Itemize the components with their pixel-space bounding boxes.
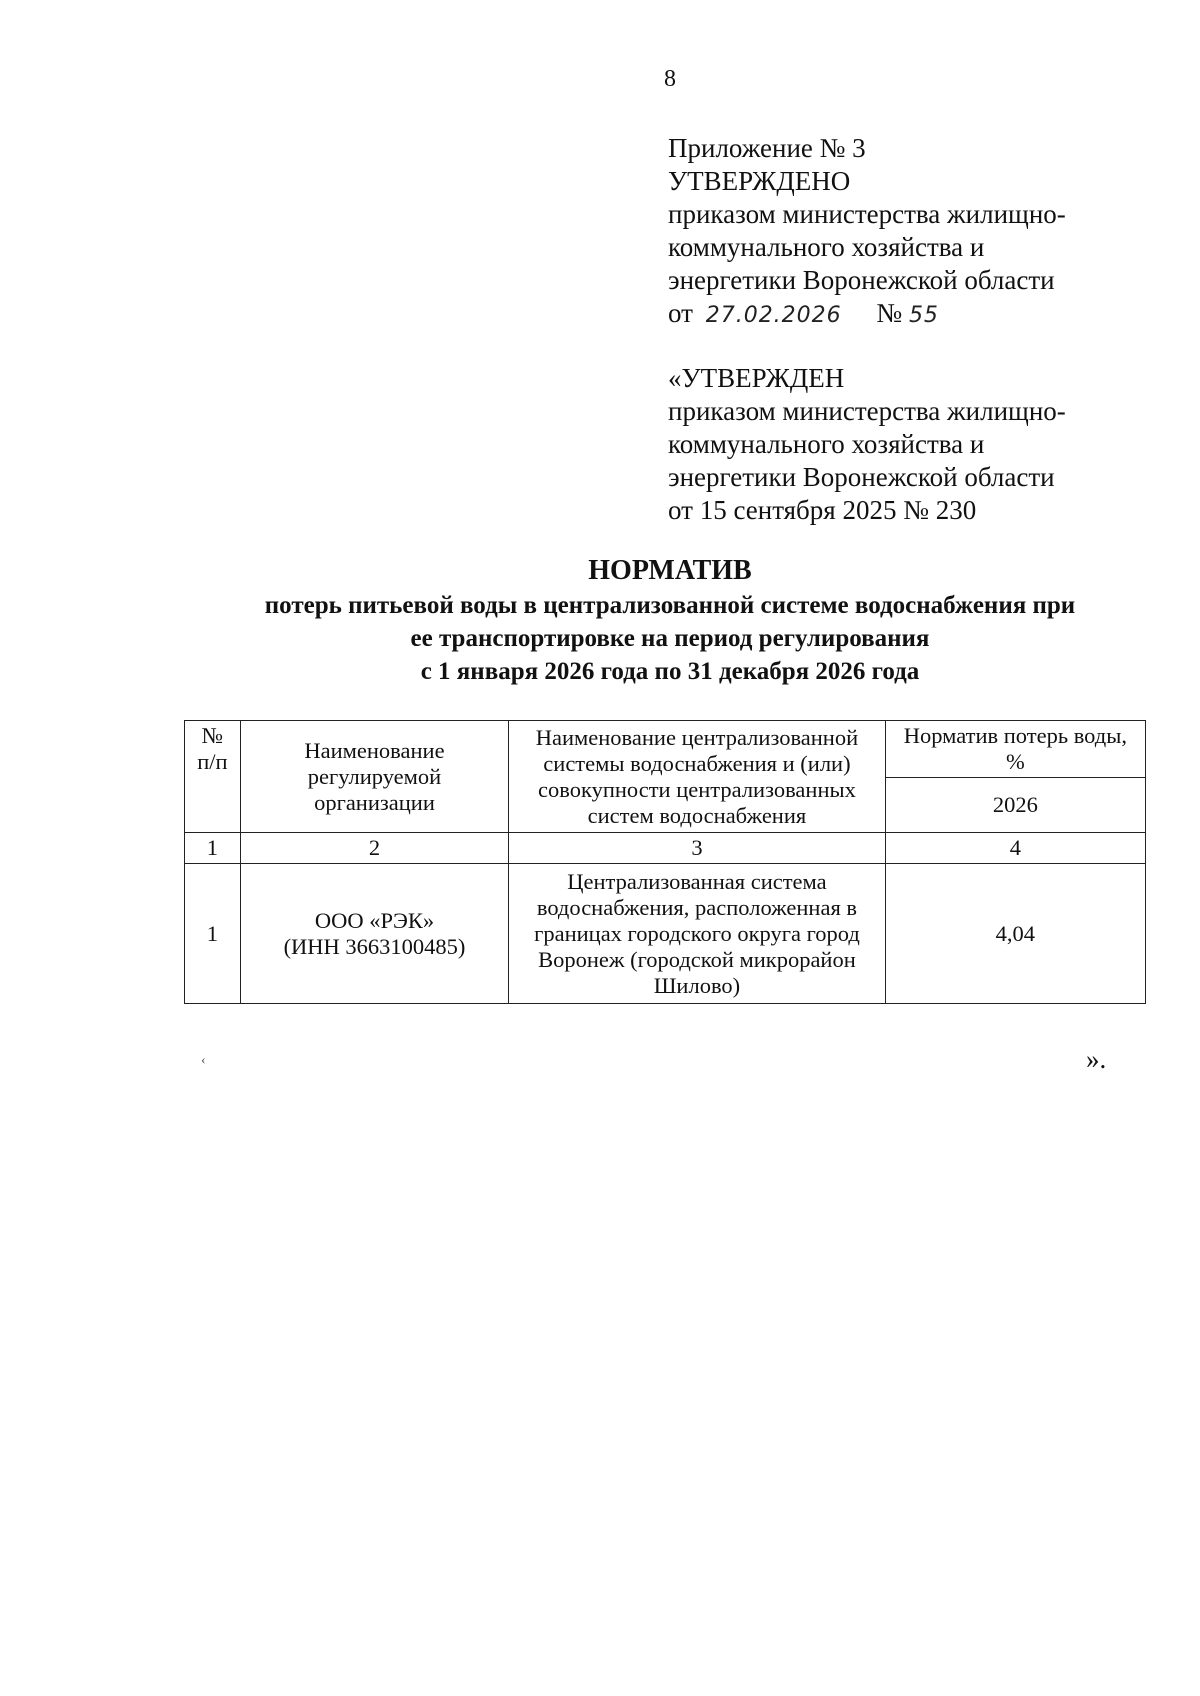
row-norm-value: 4,04 — [885, 864, 1145, 1004]
table-header-row — [185, 721, 1146, 778]
title-line: ее транспортировке на период регулирования — [410, 625, 930, 652]
order-line: коммунального хозяйства и — [668, 429, 985, 459]
order-line: приказом министерства жилищно- — [668, 199, 1066, 229]
org-inn: (ИНН 3663100485) — [283, 933, 466, 959]
org-name: ООО «РЭК» — [314, 907, 435, 933]
title-line: с 1 января 2026 года по 31 декабря 2026 года — [420, 658, 920, 685]
approved-label: УТВЕРЖДЕНО — [668, 166, 851, 196]
order-line: энергетики Воронежской области — [668, 265, 1055, 295]
order-date-line: от 15 сентября 2025 № 230 — [668, 495, 977, 525]
title-main: НОРМАТИВ — [588, 555, 752, 586]
table-row — [185, 864, 1146, 1004]
row-system: Централизованная система водоснабжения, расположенная в границах городского округа город Воронеж (городской микрорайон Шилово) — [509, 864, 886, 1004]
closing-mark: ‹ — [201, 1053, 206, 1068]
row-num: 1 — [185, 864, 241, 1004]
row-org — [240, 864, 508, 1004]
header-year: 2026 — [885, 778, 1145, 833]
header-org: Наименование регулируемой организации — [240, 721, 508, 833]
column-number: 1 — [185, 833, 241, 864]
norm-table — [184, 720, 1146, 1004]
date-prefix: от — [668, 298, 693, 328]
order-line: приказом министерства жилищно- — [668, 396, 1066, 426]
approval-block-1 — [668, 132, 1066, 332]
column-number-row — [185, 833, 1146, 864]
approval-block-2 — [668, 362, 1066, 527]
handwritten-date: 27.02.2026 — [705, 303, 842, 328]
header-norm: Норматив потерь воды, % — [885, 721, 1145, 778]
order-line: коммунального хозяйства и — [668, 232, 985, 262]
title-line: потерь питьевой воды в централизованной системе водоснабжения при — [264, 592, 1076, 619]
column-number: 2 — [240, 833, 508, 864]
column-number: 4 — [885, 833, 1145, 864]
approved-label: «УТВЕРЖДЕН — [668, 363, 845, 393]
header-system: Наименование централизованной системы водоснабжения и (или) совокупности централизованных систем водоснабжения — [509, 721, 886, 833]
closing-quote: ». — [1086, 1044, 1107, 1074]
header-num: № п/п — [185, 721, 241, 833]
order-date-line — [668, 297, 1066, 332]
number-prefix: № — [876, 298, 903, 328]
document-title — [170, 553, 1170, 688]
page-number: 8 — [664, 66, 676, 92]
appendix-label: Приложение № 3 — [668, 133, 866, 163]
handwritten-number: 55 — [908, 303, 939, 328]
column-number: 3 — [509, 833, 886, 864]
order-line: энергетики Воронежской области — [668, 462, 1055, 492]
